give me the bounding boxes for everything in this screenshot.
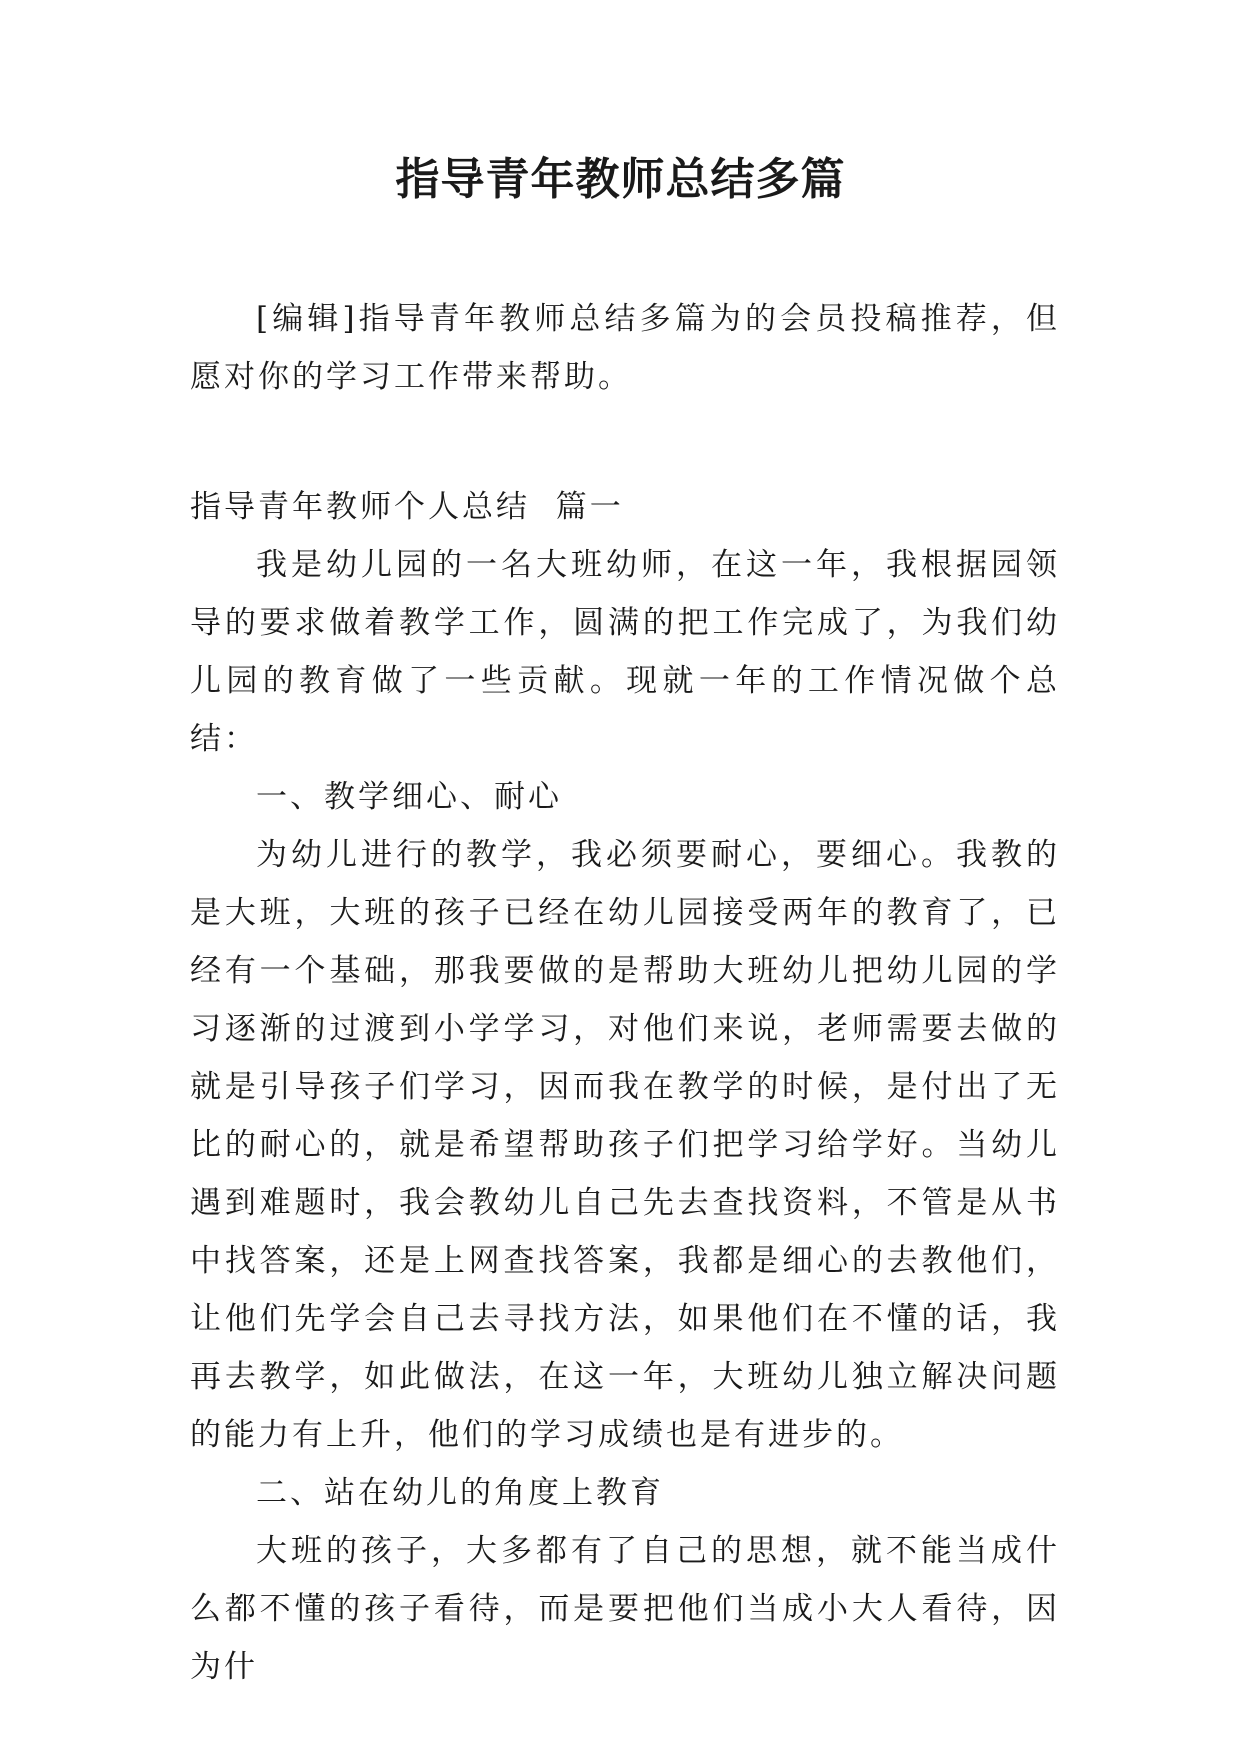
subheading: 二、站在幼儿的角度上教育 <box>256 1475 664 1511</box>
body-paragraph: 我是幼儿园的一名大班幼师，在这一年，我根据园领导的要求做着教学工作，圆满的把工作完成了，为我们幼儿园的教育做了一些贡献。现就一年的工作情况做个总结： <box>190 547 1060 757</box>
subheading: 一、教学细心、耐心 <box>256 779 562 815</box>
body-paragraph: 为幼儿进行的教学，我必须要耐心，要细心。我教的是大班，大班的孩子已经在幼儿园接受两年的教育了，已经有一个基础，那我要做的是帮助大班幼儿把幼儿园的学习逐渐的过渡到小学学习，对他们来说，老师需要去做的就是引导孩子们学习，因而我在教学的时候，是付出了无比的耐心的，就是希望帮助孩子们把学习给学好。当幼儿遇到难题时，我会教幼儿自己先去查找资料，不管是从书中找答案，还是上网查找答案，我都是细心的去教他们，让他们先学会自己去寻找方法，如果他们在不懂的话，我再去教学，如此做法，在这一年，大班幼儿独立解决问题的能力有上升，他们的学习成绩也是有进步的。 <box>190 837 1060 1453</box>
document-title: 指导青年教师总结多篇 <box>395 154 846 205</box>
section-heading: 指导青年教师个人总结 篇一 <box>190 489 624 525</box>
document-body <box>190 290 1060 1696</box>
body-paragraph: 大班的孩子，大多都有了自己的思想，就不能当成什么都不懂的孩子看待，而是要把他们当成小大人看待，因为什 <box>190 1533 1060 1685</box>
spacer <box>190 406 1060 478</box>
intro-paragraph: [编辑]指导青年教师总结多篇为的会员投稿推荐，但愿对你的学习工作带来帮助。 <box>190 301 1060 395</box>
